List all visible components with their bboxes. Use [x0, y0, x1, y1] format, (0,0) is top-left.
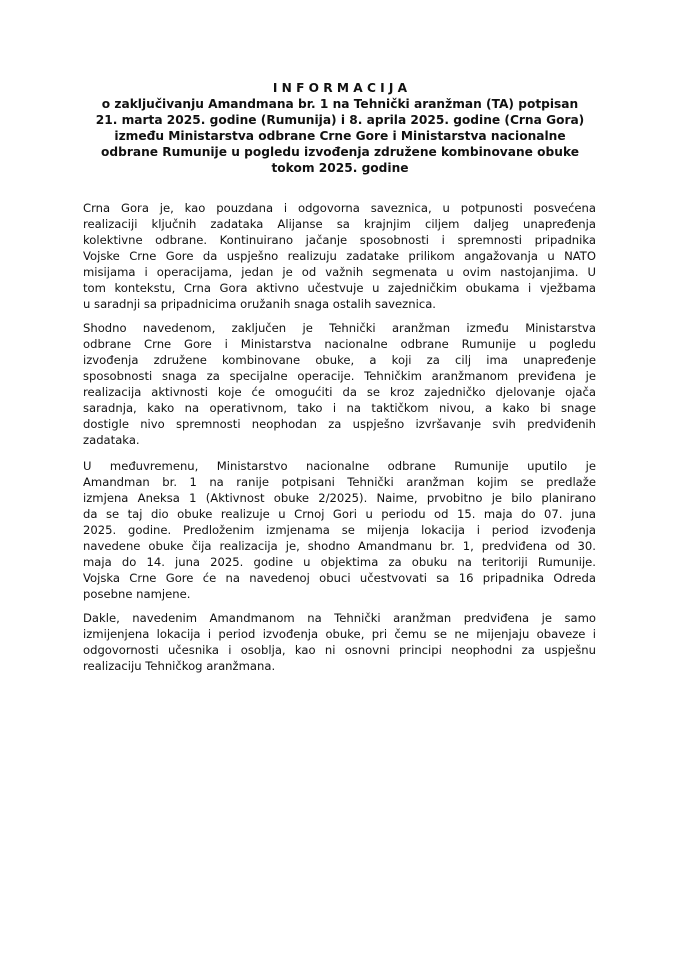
- paragraph-line: dostigle nivo spremnosti neophodan za uspješno izvršavanje svih predviđenih: [83, 417, 596, 431]
- paragraph: [83, 320, 596, 448]
- paragraph-line: Amandman br. 1 na ranije potpisani Tehnički aranžman kojim se predlaže: [83, 475, 596, 489]
- paragraph-line: Shodno navedenom, zaključen je Tehnički aranžman između Ministarstva: [83, 321, 596, 335]
- paragraph-line: misijama i operacijama, jedan je od važnih segmenata u ovim nastojanjima. U: [83, 265, 596, 279]
- paragraph-line: izvođenja združene kombinovane obuke, a koji za cilj ima unapređenje: [83, 353, 596, 367]
- paragraph-line: realizaciju Tehničkog aranžmana.: [83, 659, 276, 673]
- paragraph-line: odgovornosti učesnika i osoblja, kao ni osnovni principi neophodni za uspješnu: [83, 643, 596, 657]
- paragraph-line: Vojska Crne Gore će na navedenoj obuci učestvovati sa 16 pripadnika Odreda: [83, 571, 596, 585]
- paragraph-line: U međuvremenu, Ministarstvo nacionalne odbrane Rumunije uputilo je: [83, 459, 596, 473]
- title-line: 21. marta 2025. godine (Rumunija) i 8. aprila 2025. godine (Crna Gora): [95, 113, 585, 127]
- paragraph-line: tom kontekstu, Crna Gora aktivno učestvuje u zajedničkim obukama i vježbama: [83, 281, 596, 295]
- title-line: između Ministarstva odbrane Crne Gore i Ministarstva nacionalne: [114, 129, 566, 143]
- paragraph-line: kolektivne odbrane. Kontinuirano jačanje sposobnosti i spremnosti pripadnika: [83, 233, 596, 247]
- title-line: tokom 2025. godine: [271, 161, 409, 175]
- document-body: [83, 200, 596, 682]
- paragraph-line: Dakle, navedenim Amandmanom na Tehnički aranžman predviđena je samo: [83, 611, 596, 625]
- paragraph-line: sposobnosti snaga za specijalne operacije. Tehničkim aranžmanom previđena je: [83, 369, 596, 383]
- paragraph: [83, 458, 596, 602]
- paragraph-line: da se taj dio obuke realizuje u Crnoj Gori u periodu od 15. maja do 07. juna: [83, 507, 596, 521]
- paragraph-line: saradnja, kako na operativnom, tako i na taktičkom nivou, a kako bi snage: [83, 401, 596, 415]
- paragraph-line: Crna Gora je, kao pouzdana i odgovorna saveznica, u potpunosti posvećena: [83, 201, 596, 215]
- paragraph-line: izmjena Aneksa 1 (Aktivnost obuke 2/2025). Naime, prvobitno je bilo planirano: [83, 491, 596, 505]
- paragraph-line: odbrane Crne Gore i Ministarstva nacionalne odbrane Rumunije u pogledu: [83, 337, 596, 351]
- paragraph-line: realizacija aktivnosti koje će omogućiti da se kroz zajedničko djelovanje ojača: [83, 385, 596, 399]
- title-heading: I N F O R M A C I J A: [272, 81, 408, 95]
- paragraph-line: u saradnji sa pripadnicima oružanih snaga ostalih saveznica.: [83, 297, 436, 311]
- paragraph-line: realizaciji ključnih zadataka Alijanse sa krajnjim ciljem daljeg unapređenja: [83, 217, 596, 231]
- paragraph-line: Vojske Crne Gore da uspješno realizuju zadatake prilikom angažovanja u NATO: [83, 249, 596, 263]
- paragraph-line: posebne namjene.: [83, 587, 191, 601]
- paragraph-line: izmijenjena lokacija i period izvođenja obuke, pri čemu se ne mijenjaju obaveze i: [83, 627, 596, 641]
- paragraph-line: zadataka.: [83, 433, 140, 447]
- paragraph-line: navedene obuke čija realizacija je, shodno Amandmanu br. 1, predviđena od 30.: [83, 539, 596, 553]
- document-title: [60, 80, 620, 176]
- paragraph-line: 2025. godine. Predloženim izmjenama se mijenja lokacija i period izvođenja: [83, 523, 596, 537]
- paragraph: [83, 200, 596, 312]
- paragraph: [83, 610, 596, 674]
- title-line: odbrane Rumunije u pogledu izvođenja združene kombinovane obuke: [101, 145, 579, 159]
- title-line: o zaključivanju Amandmana br. 1 na Tehnički aranžman (TA) potpisan: [101, 97, 579, 111]
- paragraph-line: maja do 14. juna 2025. godine u objektima za obuku na teritoriji Rumunije.: [83, 555, 596, 569]
